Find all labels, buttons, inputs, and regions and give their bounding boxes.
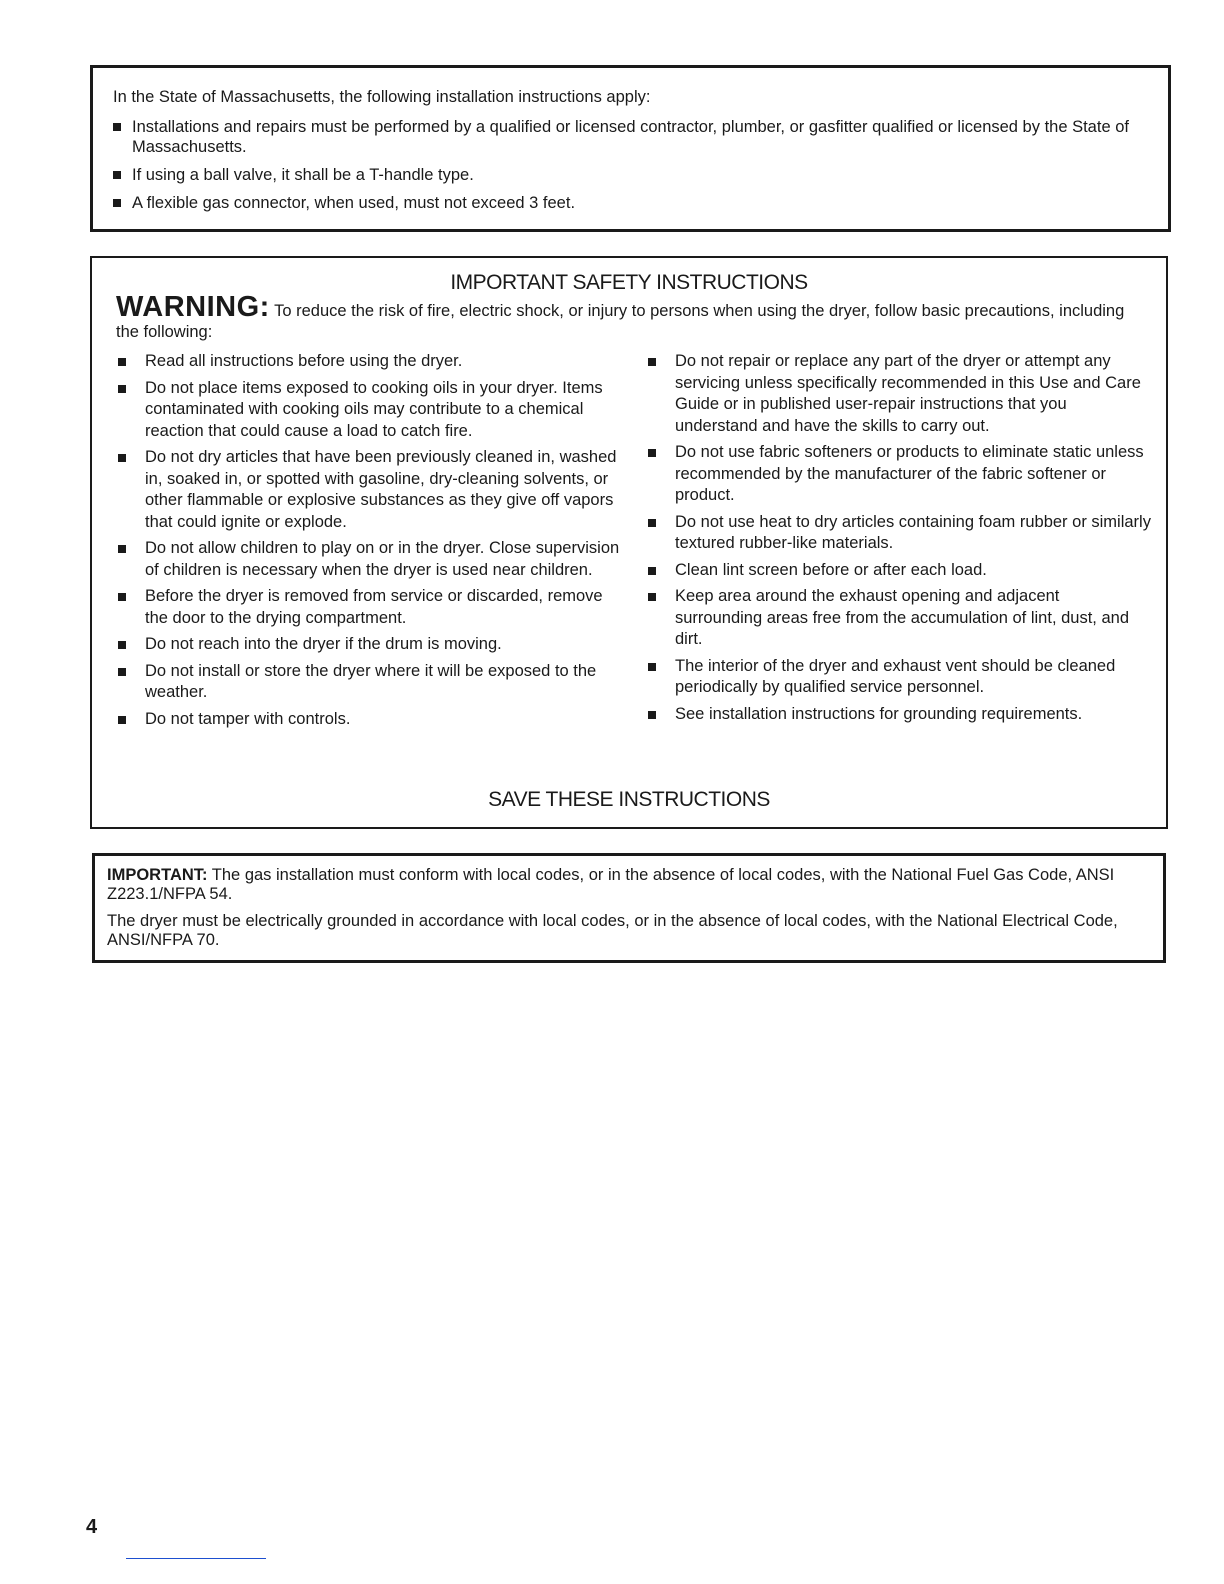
list-item: See installation instructions for grounding requirements.: [646, 704, 1151, 726]
list-item: Do not repair or replace any part of the dryer or attempt any servicing unless specifically recommended in this Use and Care Guide or in published user-repair instructions that you understand and have the skills to carry out.: [646, 351, 1151, 437]
gas-installation-note: [107, 866, 1149, 903]
bullet-square-icon: [118, 593, 126, 601]
list-item: The interior of the dryer and exhaust vent should be cleaned periodically by qualified service personnel.: [646, 656, 1151, 699]
list-item: A flexible gas connector, when used, must not exceed 3 feet.: [113, 193, 1148, 213]
bullet-square-icon: [648, 449, 656, 457]
list-item: Keep area around the exhaust opening and adjacent surrounding areas free from the accumulation of lint, dust, and dirt.: [646, 586, 1151, 651]
massachusetts-intro: In the State of Massachusetts, the following installation instructions apply:: [113, 88, 651, 106]
list-item: Do not install or store the dryer where it will be exposed to the weather.: [116, 661, 621, 704]
safety-right-column: [646, 351, 1151, 730]
warning-label: WARNING:: [116, 291, 270, 323]
list-item: Before the dryer is removed from service or discarded, remove the door to the drying compartment.: [116, 586, 621, 629]
list-item: Do not use fabric softeners or products to eliminate static unless recommended by the manufacturer of the fabric softener or product.: [646, 442, 1151, 507]
important-note-box: [92, 853, 1166, 963]
bullet-square-icon: [118, 385, 126, 393]
warning-paragraph: [116, 291, 1142, 343]
page-number: 4: [86, 1516, 98, 1538]
bullet-square-icon: [648, 358, 656, 366]
bullet-square-icon: [113, 123, 121, 131]
bullet-square-icon: [118, 454, 126, 462]
bullet-square-icon: [648, 567, 656, 575]
list-item: Installations and repairs must be performed by a qualified or licensed contractor, plumber, or gasfitter qualified or licensed by the State of Massachusetts.: [113, 117, 1148, 157]
bullet-square-icon: [113, 199, 121, 207]
bullet-square-icon: [118, 545, 126, 553]
bullet-square-icon: [648, 711, 656, 719]
list-item: Read all instructions before using the dryer.: [116, 351, 621, 373]
list-item: Do not use heat to dry articles containing foam rubber or similarly textured rubber-like materials.: [646, 512, 1151, 555]
massachusetts-notice-box: [90, 65, 1171, 232]
bullet-square-icon: [118, 641, 126, 649]
list-item: Do not reach into the dryer if the drum is moving.: [116, 634, 621, 656]
list-item: Do not place items exposed to cooking oils in your dryer. Items contaminated with cooking oils may contribute to a chemical reaction that could cause a load to catch fire.: [116, 378, 621, 443]
save-instructions-title: SAVE THESE INSTRUCTIONS: [488, 788, 770, 811]
massachusetts-list: [113, 117, 1148, 213]
safety-instructions-box: [90, 256, 1168, 829]
list-item: Do not tamper with controls.: [116, 709, 621, 731]
bullet-square-icon: [648, 519, 656, 527]
gas-installation-text: The gas installation must conform with local codes, or in the absence of local codes, with the National Fuel Gas Code, ANSI Z223.1/NFPA 54.: [107, 866, 1115, 903]
warning-text: To reduce the risk of fire, electric shock, or injury to persons when using the dryer, follow basic precautions, including the following:: [116, 302, 1125, 341]
safety-title: IMPORTANT SAFETY INSTRUCTIONS: [450, 271, 808, 294]
list-item: Clean lint screen before or after each load.: [646, 560, 1151, 582]
list-item: If using a ball valve, it shall be a T-handle type.: [113, 165, 1148, 185]
bullet-square-icon: [648, 663, 656, 671]
bullet-square-icon: [648, 593, 656, 601]
bullet-square-icon: [118, 358, 126, 366]
electrical-grounding-note: The dryer must be electrically grounded in accordance with local codes, or in the absence of local codes, with the National Electrical Code, ANSI/NFPA 70.: [107, 912, 1118, 949]
list-item: Do not allow children to play on or in the dryer. Close supervision of children is necessary when the dryer is used near children.: [116, 538, 621, 581]
bullet-square-icon: [113, 171, 121, 179]
bullet-square-icon: [118, 668, 126, 676]
footer-rule: [126, 1558, 266, 1559]
list-item: Do not dry articles that have been previously cleaned in, washed in, soaked in, or spotted with gasoline, dry-cleaning solvents, or other flammable or explosive substances as they give off vapors that could ignite or explode.: [116, 447, 621, 533]
bullet-square-icon: [118, 716, 126, 724]
safety-left-column: [116, 351, 621, 735]
important-label: IMPORTANT:: [107, 866, 208, 884]
